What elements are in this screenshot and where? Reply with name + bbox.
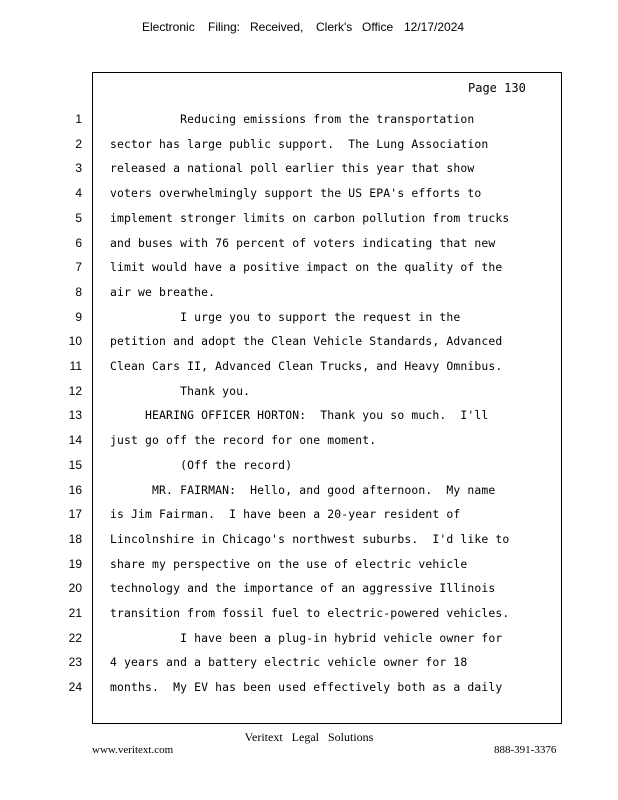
- filing-word-clerks: Clerk's: [316, 20, 353, 34]
- transcript-line: air we breathe.: [110, 285, 216, 299]
- line-number: 3: [75, 161, 82, 175]
- transcript-line: (Off the record): [110, 458, 293, 472]
- transcript-line: limit would have a positive impact on the quality of the: [110, 260, 503, 274]
- transcript-line: Lincolnshire in Chicago's northwest suburbs. I'd like to: [110, 532, 510, 546]
- line-number: 18: [68, 532, 82, 546]
- transcript-line: sector has large public support. The Lung Association: [110, 137, 489, 151]
- transcript-line: 4 years and a battery electric vehicle owner for 18: [110, 655, 468, 669]
- line-number: 6: [75, 236, 82, 250]
- line-number: 19: [68, 557, 82, 571]
- transcript-line: MR. FAIRMAN: Hello, and good afternoon. My name: [110, 483, 496, 497]
- line-number: 16: [68, 483, 82, 497]
- footer-phone: 888-391-3376: [494, 744, 557, 756]
- line-number: 12: [68, 384, 82, 398]
- footer-website: www.veritext.com: [92, 744, 174, 756]
- line-number: 7: [75, 260, 82, 274]
- filing-date: 12/17/2024: [404, 20, 465, 34]
- transcript-line: and buses with 76 percent of voters indicating that new: [110, 236, 496, 250]
- line-number: 1: [75, 112, 82, 126]
- line-number: 23: [68, 655, 82, 669]
- line-number: 14: [68, 433, 82, 447]
- filing-word-filing: Filing:: [208, 20, 241, 34]
- transcript-line: months. My EV has been used effectively both as a daily: [110, 680, 503, 694]
- line-number: 20: [68, 581, 82, 595]
- transcript-line: just go off the record for one moment.: [110, 433, 377, 447]
- transcript-line: implement stronger limits on carbon pollution from trucks: [110, 211, 510, 225]
- transcript-line: released a national poll earlier this year that show: [110, 161, 475, 175]
- filing-word-received: Received,: [250, 20, 304, 34]
- transcript-line: Clean Cars II, Advanced Clean Trucks, and Heavy Omnibus.: [110, 359, 503, 373]
- line-number: 10: [68, 334, 82, 348]
- line-number: 8: [75, 285, 82, 299]
- line-number: 24: [68, 680, 82, 694]
- line-number: 11: [69, 359, 82, 373]
- transcript-line: voters overwhelmingly support the US EPA's efforts to: [110, 186, 482, 200]
- transcript-line: technology and the importance of an aggressive Illinois: [110, 581, 496, 595]
- transcript-line: I have been a plug-in hybrid vehicle owner for: [110, 631, 503, 645]
- filing-word-office: Office: [362, 20, 394, 34]
- transcript-line: Reducing emissions from the transportation: [110, 112, 475, 126]
- line-number: 21: [68, 606, 82, 620]
- transcript-line: transition from fossil fuel to electric-powered vehicles.: [110, 606, 510, 620]
- line-number: 15: [68, 458, 82, 472]
- line-number: 4: [75, 186, 82, 200]
- footer-company: Veritext Legal Solutions: [244, 730, 374, 744]
- filing-word-electronic: Electronic: [142, 20, 195, 34]
- transcript-line: petition and adopt the Clean Vehicle Standards, Advanced: [110, 334, 503, 348]
- line-number: 9: [75, 310, 82, 324]
- line-number: 13: [68, 408, 82, 422]
- transcript-line: Thank you.: [110, 384, 251, 398]
- transcript-line: share my perspective on the use of electric vehicle: [110, 557, 468, 571]
- line-number: 17: [68, 507, 82, 521]
- page-number: Page 130: [468, 81, 526, 95]
- line-number: 2: [75, 137, 82, 151]
- line-number: 22: [68, 631, 82, 645]
- transcript-line: HEARING OFFICER HORTON: Thank you so much. I'll: [110, 408, 489, 422]
- transcript-line: is Jim Fairman. I have been a 20-year resident of: [110, 507, 461, 521]
- line-number: 5: [75, 211, 82, 225]
- transcript-line: I urge you to support the request in the: [110, 310, 461, 324]
